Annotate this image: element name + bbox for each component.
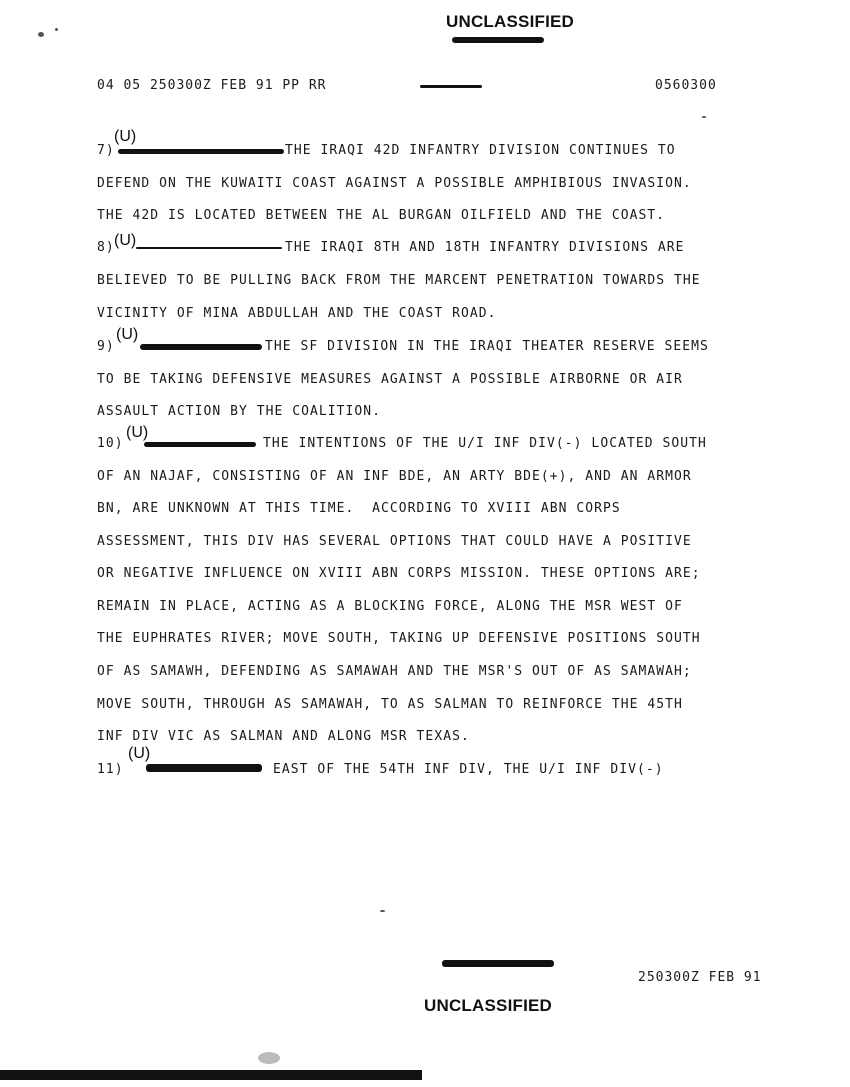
text-line: EAST OF THE 54TH INF DIV, THE U/I INF DIV(-) <box>273 762 664 777</box>
paragraph-9-marking: (U) <box>116 326 139 343</box>
redaction-p7 <box>118 149 284 154</box>
scan-speck <box>702 116 706 118</box>
paragraph-7-marking: (U) <box>114 128 137 145</box>
redaction-header <box>420 85 482 88</box>
redaction-footer <box>442 960 554 967</box>
paragraph-11-marking: (U) <box>128 745 151 762</box>
text-line: TO BE TAKING DEFENSIVE MEASURES AGAINST A POSSIBLE AIRBORNE OR AIR <box>97 372 683 387</box>
text-line: THE INTENTIONS OF THE U/I INF DIV(-) LOCATED SOUTH <box>263 436 707 451</box>
redaction-p9 <box>140 344 262 350</box>
text-line: ASSAULT ACTION BY THE COALITION. <box>97 404 382 419</box>
paragraph-10-number: 10) <box>97 436 124 451</box>
text-line: BELIEVED TO BE PULLING BACK FROM THE MARCENT PENETRATION TOWARDS THE <box>97 273 701 288</box>
text-line: INF DIV VIC AS SALMAN AND ALONG MSR TEXAS. <box>97 729 470 744</box>
scan-speck <box>258 1052 280 1064</box>
footer-date-time-group: 250300Z FEB 91 <box>638 970 762 985</box>
message-number: 0560300 <box>655 78 717 93</box>
text-line: THE EUPHRATES RIVER; MOVE SOUTH, TAKING UP DEFENSIVE POSITIONS SOUTH <box>97 631 701 646</box>
text-line: OR NEGATIVE INFLUENCE ON XVIII ABN CORPS MISSION. THESE OPTIONS ARE; <box>97 566 701 581</box>
paragraph-11-number: 11) <box>97 762 124 777</box>
redaction-p11 <box>146 764 262 772</box>
text-line: DEFEND ON THE KUWAITI COAST AGAINST A POSSIBLE AMPHIBIOUS INVASION. <box>97 176 692 191</box>
scan-edge-bar <box>0 1070 422 1080</box>
text-line: THE IRAQI 8TH AND 18TH INFANTRY DIVISIONS ARE <box>285 240 685 255</box>
text-line: BN, ARE UNKNOWN AT THIS TIME. ACCORDING TO XVIII ABN CORPS <box>97 501 621 516</box>
text-line: OF AN NAJAF, CONSISTING OF AN INF BDE, AN ARTY BDE(+), AND AN ARMOR <box>97 469 692 484</box>
classification-bottom: UNCLASSIFIED <box>424 996 553 1015</box>
text-line: THE SF DIVISION IN THE IRAQI THEATER RESERVE SEEMS <box>265 339 709 354</box>
redaction-top <box>452 37 544 43</box>
scan-speck <box>380 910 385 912</box>
text-line: ASSESSMENT, THIS DIV HAS SEVERAL OPTIONS THAT COULD HAVE A POSITIVE <box>97 534 692 549</box>
text-line: VICINITY OF MINA ABDULLAH AND THE COAST ROAD. <box>97 306 497 321</box>
paragraph-8-marking: (U) <box>114 232 137 249</box>
paragraph-7-number: 7) <box>97 143 115 158</box>
message-header: 04 05 250300Z FEB 91 PP RR <box>97 78 327 93</box>
scan-speck <box>38 32 44 37</box>
text-line: THE IRAQI 42D INFANTRY DIVISION CONTINUES TO <box>285 143 676 158</box>
text-line: THE 42D IS LOCATED BETWEEN THE AL BURGAN OILFIELD AND THE COAST. <box>97 208 666 223</box>
text-line: REMAIN IN PLACE, ACTING AS A BLOCKING FORCE, ALONG THE MSR WEST OF <box>97 599 683 614</box>
redaction-p8 <box>136 247 282 249</box>
paragraph-8-number: 8) <box>97 240 115 255</box>
text-line: MOVE SOUTH, THROUGH AS SAMAWAH, TO AS SALMAN TO REINFORCE THE 45TH <box>97 697 683 712</box>
text-line: OF AS SAMAWH, DEFENDING AS SAMAWAH AND THE MSR'S OUT OF AS SAMAWAH; <box>97 664 692 679</box>
paragraph-10-marking: (U) <box>126 424 149 441</box>
classification-top: UNCLASSIFIED <box>446 12 575 31</box>
redaction-p10 <box>144 442 256 447</box>
scan-speck <box>55 28 58 31</box>
paragraph-9-number: 9) <box>97 339 115 354</box>
